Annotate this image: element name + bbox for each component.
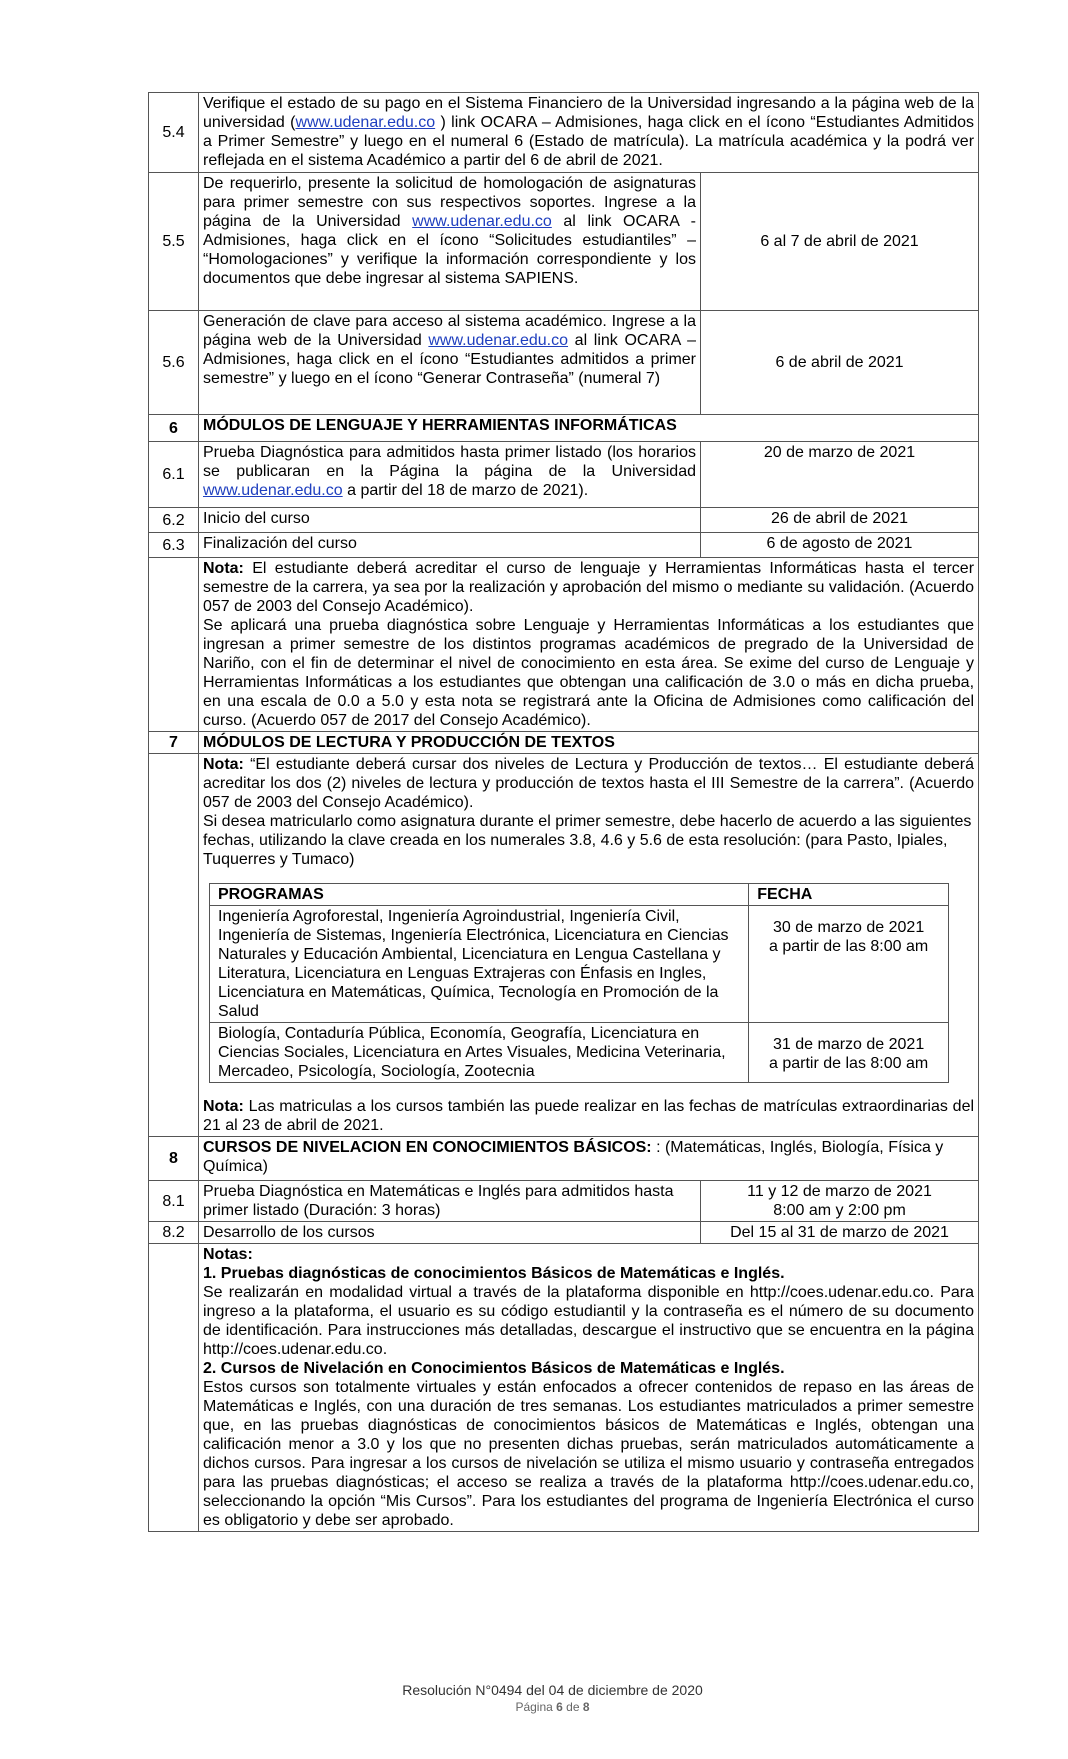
note-label: Nota:: [203, 756, 244, 773]
item-description: [199, 93, 979, 173]
text-part: a partir del 18 de marzo de 2021).: [342, 482, 589, 499]
udenar-link[interactable]: www.udenar.edu.co: [412, 213, 552, 230]
row-5-6: [149, 311, 979, 415]
item-description: [199, 311, 701, 415]
programs-row: [210, 1023, 949, 1083]
note-paragraph: Se aplicará una prueba diagnóstica sobre Lenguaje y Herramientas Informáticas a los estudiantes que ingresan a primer semestre de los distintos programas académicos de pregrado de la Universidad de Nariño, con el fin de determinar el nivel de conocimiento en esta área. Se exime del curso de Lenguaje y Herramientas Informáticas a los estudiantes que obtengan una calificación de 3.0 o más en dicha prueba, en una escala de 0.0 a 5.0 y esta nota se registrará ante la Oficina de Admisiones como calificación del curso. (Acuerdo 057 de 2017 del Consejo Académico).: [203, 617, 975, 729]
row-6-1: [149, 442, 979, 508]
note-paragraph: Estos cursos son totalmente virtuales y están enfocados a ofrecer contenidos de repaso en las áreas de Matemáticas e Inglés, con una duración de tres semanas. Los estudiantes matriculados a primer semestre que, en las pruebas diagnósticas de conocimientos básicos de Matemáticas e Inglés, obtengan una calificación menor a 3.0 y los que no presenten dichas pruebas, serán matriculados automáticamente a dichos cursos. Para ingresar a los cursos de nivelación se utiliza el mismo usuario y contraseña entregados para las pruebas diagnósticas; el acceso se realiza a través de la plataforma http://coes.udenar.edu.co, seleccionando la opción “Mis Cursos”. Para los estudiantes del programa de Ingeniería Electrónica el curso es obligatorio y debe ser aprobado.: [203, 1379, 975, 1529]
udenar-link[interactable]: www.udenar.edu.co: [295, 114, 436, 131]
section-number: 7: [149, 732, 199, 754]
row-8-2: [149, 1222, 979, 1244]
item-number: 6.2: [149, 508, 199, 533]
row-note-6: [149, 558, 979, 732]
programs-header-row: [210, 884, 949, 906]
row-8-1: [149, 1181, 979, 1222]
programs-table: [209, 883, 949, 1083]
item-date: 6 de abril de 2021: [701, 311, 979, 415]
time-line: a partir de las 8:00 am: [769, 938, 929, 955]
section-number: 6: [149, 415, 199, 442]
page-word: Página: [515, 1700, 557, 1714]
of-word: de: [562, 1700, 583, 1714]
item-description: Finalización del curso: [199, 533, 701, 558]
item-date: 20 de marzo de 2021: [701, 442, 979, 508]
date-line: 31 de marzo de 2021: [773, 1036, 925, 1053]
empty-cell: [149, 1244, 199, 1532]
item-description: [199, 173, 701, 311]
text-part: Generación de clave para acceso al sistema académico. Ingrese a la página web de la Universidad: [203, 313, 696, 349]
item-number: 5.4: [149, 93, 199, 173]
item-number: 8.2: [149, 1222, 199, 1244]
item-date: 6 al 7 de abril de 2021: [701, 173, 979, 311]
item-date: 6 de agosto de 2021: [701, 533, 979, 558]
item-description: [199, 442, 701, 508]
date-line: 30 de marzo de 2021: [773, 919, 925, 936]
note-paragraph: [203, 1097, 974, 1135]
note-paragraph: [203, 559, 974, 616]
date-line: 11 y 12 de marzo de 2021: [747, 1183, 932, 1200]
empty-cell: [149, 754, 199, 1137]
programs-list: Ingeniería Agroforestal, Ingeniería Agroindustrial, Ingeniería Civil, Ingeniería de Sistemas, Ingeniería Electrónica, Licenciatura en Ciencias Naturales y Educación Ambiental, Licenciatura en Lengua Castellana y Literatura, Licenciatura en Lenguas Extrajeras con Énfasis en Ingles, Licenciatura en Matemáticas, Química, Tecnología en Promoción de la Salud: [210, 906, 749, 1023]
note-label: Nota:: [203, 560, 244, 577]
note-label: Nota:: [203, 1098, 244, 1115]
udenar-link[interactable]: www.udenar.edu.co: [203, 482, 343, 499]
time-line: 8:00 am y 2:00 pm: [773, 1202, 906, 1219]
note-heading: 1. Pruebas diagnósticas de conocimientos Básicos de Matemáticas e Inglés.: [203, 1265, 785, 1282]
item-description: Inicio del curso: [199, 508, 701, 533]
row-8: [149, 1137, 979, 1181]
programs-date: [749, 1023, 949, 1083]
schedule-table: [148, 92, 979, 1532]
section-title: MÓDULOS DE LENGUAJE Y HERRAMIENTAS INFORMÁTICAS: [199, 415, 979, 442]
page-current: 6: [556, 1700, 563, 1714]
item-date: [701, 1181, 979, 1222]
item-description: Desarrollo de los cursos: [199, 1222, 701, 1244]
item-number: 5.5: [149, 173, 199, 311]
page-total: 8: [582, 1700, 590, 1714]
text-part: “El estudiante deberá cursar dos niveles de Lectura y Producción de textos… El estudiante deberá acreditar los dos (2) niveles de lectura y producción de textos hasta el III Semestre de la carrera”. (Acuerdo 057 de 2003 del Consejo Académico).: [203, 756, 975, 811]
text-part: Verifique el estado de su pago en el Sistema Financiero de la Universidad ingresando a la página web de la universidad (: [203, 95, 975, 131]
item-description: Prueba Diagnóstica en Matemáticas e Inglés para admitidos hasta primer listado (Duración: 3 horas): [199, 1181, 701, 1222]
item-number: 6.3: [149, 533, 199, 558]
note-paragraph: Se realizarán en modalidad virtual a través de la plataforma disponible en http://coes.udenar.edu.co. Para ingreso a la plataforma, el usuario es su código estudiantil y la contraseña es el número de su documento de identificación. Para instrucciones más detalladas, descargue el instructivo que se encuentra en la página http://coes.udenar.edu.co.: [203, 1284, 975, 1358]
note-block: [199, 1244, 979, 1532]
section-title-bold: CURSOS DE NIVELACION EN CONOCIMIENTOS BÁSICOS:: [203, 1139, 652, 1156]
row-7: [149, 732, 979, 754]
footer-page-number: [0, 1700, 1068, 1714]
text-part: Prueba Diagnóstica para admitidos hasta primer listado (los horarios se publicaran en la Página la página de la Universidad: [203, 444, 696, 480]
notes-label: Notas:: [203, 1246, 253, 1263]
programs-row: [210, 906, 949, 1023]
row-6-2: [149, 508, 979, 533]
date-header: FECHA: [749, 884, 949, 906]
section-number: 8: [149, 1137, 199, 1181]
item-date: 26 de abril de 2021: [701, 508, 979, 533]
programs-list: Biología, Contaduría Pública, Economía, Geografía, Licenciatura en Ciencias Sociales, Licenciatura en Artes Visuales, Medicina Veterinaria, Mercadeo, Psicología, Sociología, Zootecnia: [210, 1023, 749, 1083]
row-6: [149, 415, 979, 442]
section-title: [199, 1137, 979, 1181]
item-number: 5.6: [149, 311, 199, 415]
note-block: [199, 754, 979, 1137]
text-part: El estudiante deberá acreditar el curso de lenguaje y Herramientas Informáticas hasta el tercer semestre de la carrera, ya sea por la realización y aprobación del mismo o mediante su validación. (Acuerdo 057 de 2003 del Consejo Académico).: [203, 560, 975, 615]
note-paragraph: [203, 755, 974, 812]
item-date: Del 15 al 31 de marzo de 2021: [701, 1222, 979, 1244]
item-number: 8.1: [149, 1181, 199, 1222]
section-title: MÓDULOS DE LECTURA Y PRODUCCIÓN DE TEXTOS: [199, 732, 979, 754]
footer-resolution: Resolución N°0494 del 04 de diciembre de 2020: [402, 1682, 703, 1698]
note-paragraph: Si desea matricularlo como asignatura durante el primer semestre, debe hacerlo de acuerdo a las siguientes fechas, utilizando la clave creada en los numerales 3.8, 4.6 y 5.6 de esta resolución: (para Pasto, Ipiales, Tuquerres y Tumaco): [203, 813, 972, 868]
text-part: al link OCARA - Admisiones, haga click en el ícono “Solicitudes estudiantiles” – “Homologaciones” y verifique la información correspondiente y los documentos que debe ingresar al sistema SAPIENS.: [203, 213, 696, 287]
udenar-link[interactable]: www.udenar.edu.co: [428, 332, 569, 349]
note-block: [199, 558, 979, 732]
time-line: a partir de las 8:00 am: [769, 1055, 929, 1072]
row-note-7: [149, 754, 979, 1137]
row-5-5: [149, 173, 979, 311]
row-5-4: [149, 93, 979, 173]
text-part: ) link OCARA – Admisiones, haga click en el ícono “Estudiantes Admitidos a Primer Semestre” y luego en el numeral 6 (Estado de matrícula). La matrícula académica y la podrá ver reflejada en el sistema Académico a partir del 6 de abril de 2021.: [203, 114, 975, 169]
text-part: al link OCARA – Admisiones, haga click en el ícono “Estudiantes admitidos a primer semestre” y luego en el ícono “Generar Contraseña” (numeral 7): [203, 332, 696, 387]
item-number: 6.1: [149, 442, 199, 508]
row-6-3: [149, 533, 979, 558]
note-heading: 2. Cursos de Nivelación en Conocimientos Básicos de Matemáticas e Inglés.: [203, 1360, 785, 1377]
programs-date: [749, 906, 949, 1023]
empty-cell: [149, 558, 199, 732]
row-note-8: [149, 1244, 979, 1532]
programs-header: PROGRAMAS: [210, 884, 749, 906]
section-title-rest: : (Matemáticas, Inglés, Biología, Física y Química): [203, 1139, 944, 1175]
text-part: Las matriculas a los cursos también las puede realizar en las fechas de matrículas extraordinarias del 21 al 23 de abril de 2021.: [203, 1098, 975, 1134]
text-part: De requerirlo, presente la solicitud de homologación de asignaturas para primer semestre con sus respectivos soportes. Ingrese a la página de la Universidad: [203, 175, 696, 230]
